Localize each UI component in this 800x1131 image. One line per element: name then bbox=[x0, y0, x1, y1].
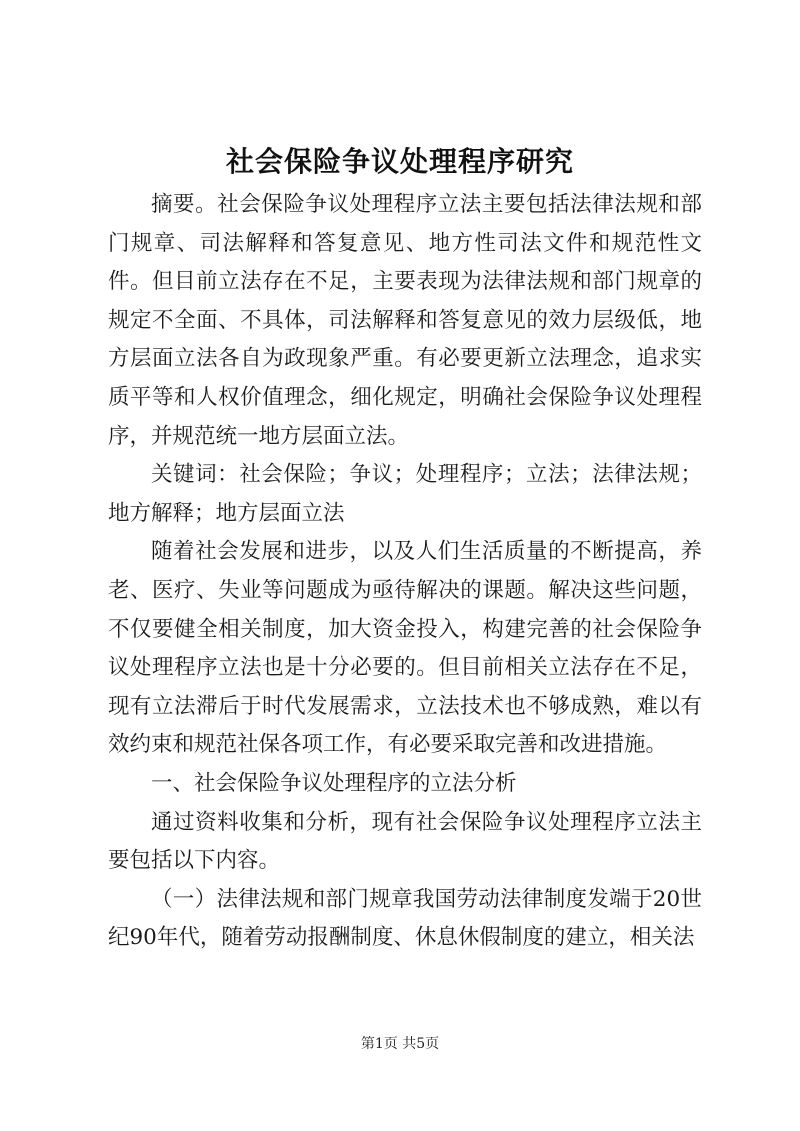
section-heading: 一、社会保险争议处理程序的立法分析 bbox=[151, 770, 517, 796]
section-paragraph: 通过资料收集和分析，现有社会保险争议处理程序立法主要包括以下内容。 bbox=[108, 809, 702, 874]
document-body bbox=[108, 186, 702, 958]
abstract-paragraph: 摘要。社会保险争议处理程序立法主要包括法律法规和部门规章、司法解释和答复意见、地方性司法文件和规范性文件。但目前立法存在不足，主要表现为法律法规和部门规章的规定不全面、不具体，司法解释和答复意见的效力层级低，地方层面立法各自为政现象严重。有必要更新立法理念，追求实质平等和人权价值理念，细化规定，明确社会保险争议处理程序，并规范统一地方层面立法。 bbox=[108, 192, 702, 449]
subsection-paragraph: （一）法律法规和部门规章我国劳动法律制度发端于20世纪90年代，随着劳动报酬制度、休息休假制度的建立，相关法 bbox=[108, 886, 702, 951]
page-number-footer: 第1页 共5页 bbox=[360, 1036, 440, 1052]
keywords-paragraph: 关键词：社会保险；争议；处理程序；立法；法律法规；地方解释；地方层面立法 bbox=[108, 462, 702, 526]
intro-paragraph: 随着社会发展和进步，以及人们生活质量的不断提高，养老、医疗、失业等问题成为亟待解决的课题。解决这些问题，不仅要健全相关制度，加大资金投入，构建完善的社会保险争议处理程序立法也是十分必要的。但目前相关立法存在不足，现有立法滞后于时代发展需求，立法技术也不够成熟，难以有效约束和规范社保各项工作，有必要采取完善和改进措施。 bbox=[108, 539, 702, 758]
document-title: 社会保险争议处理程序研究 bbox=[225, 145, 574, 178]
